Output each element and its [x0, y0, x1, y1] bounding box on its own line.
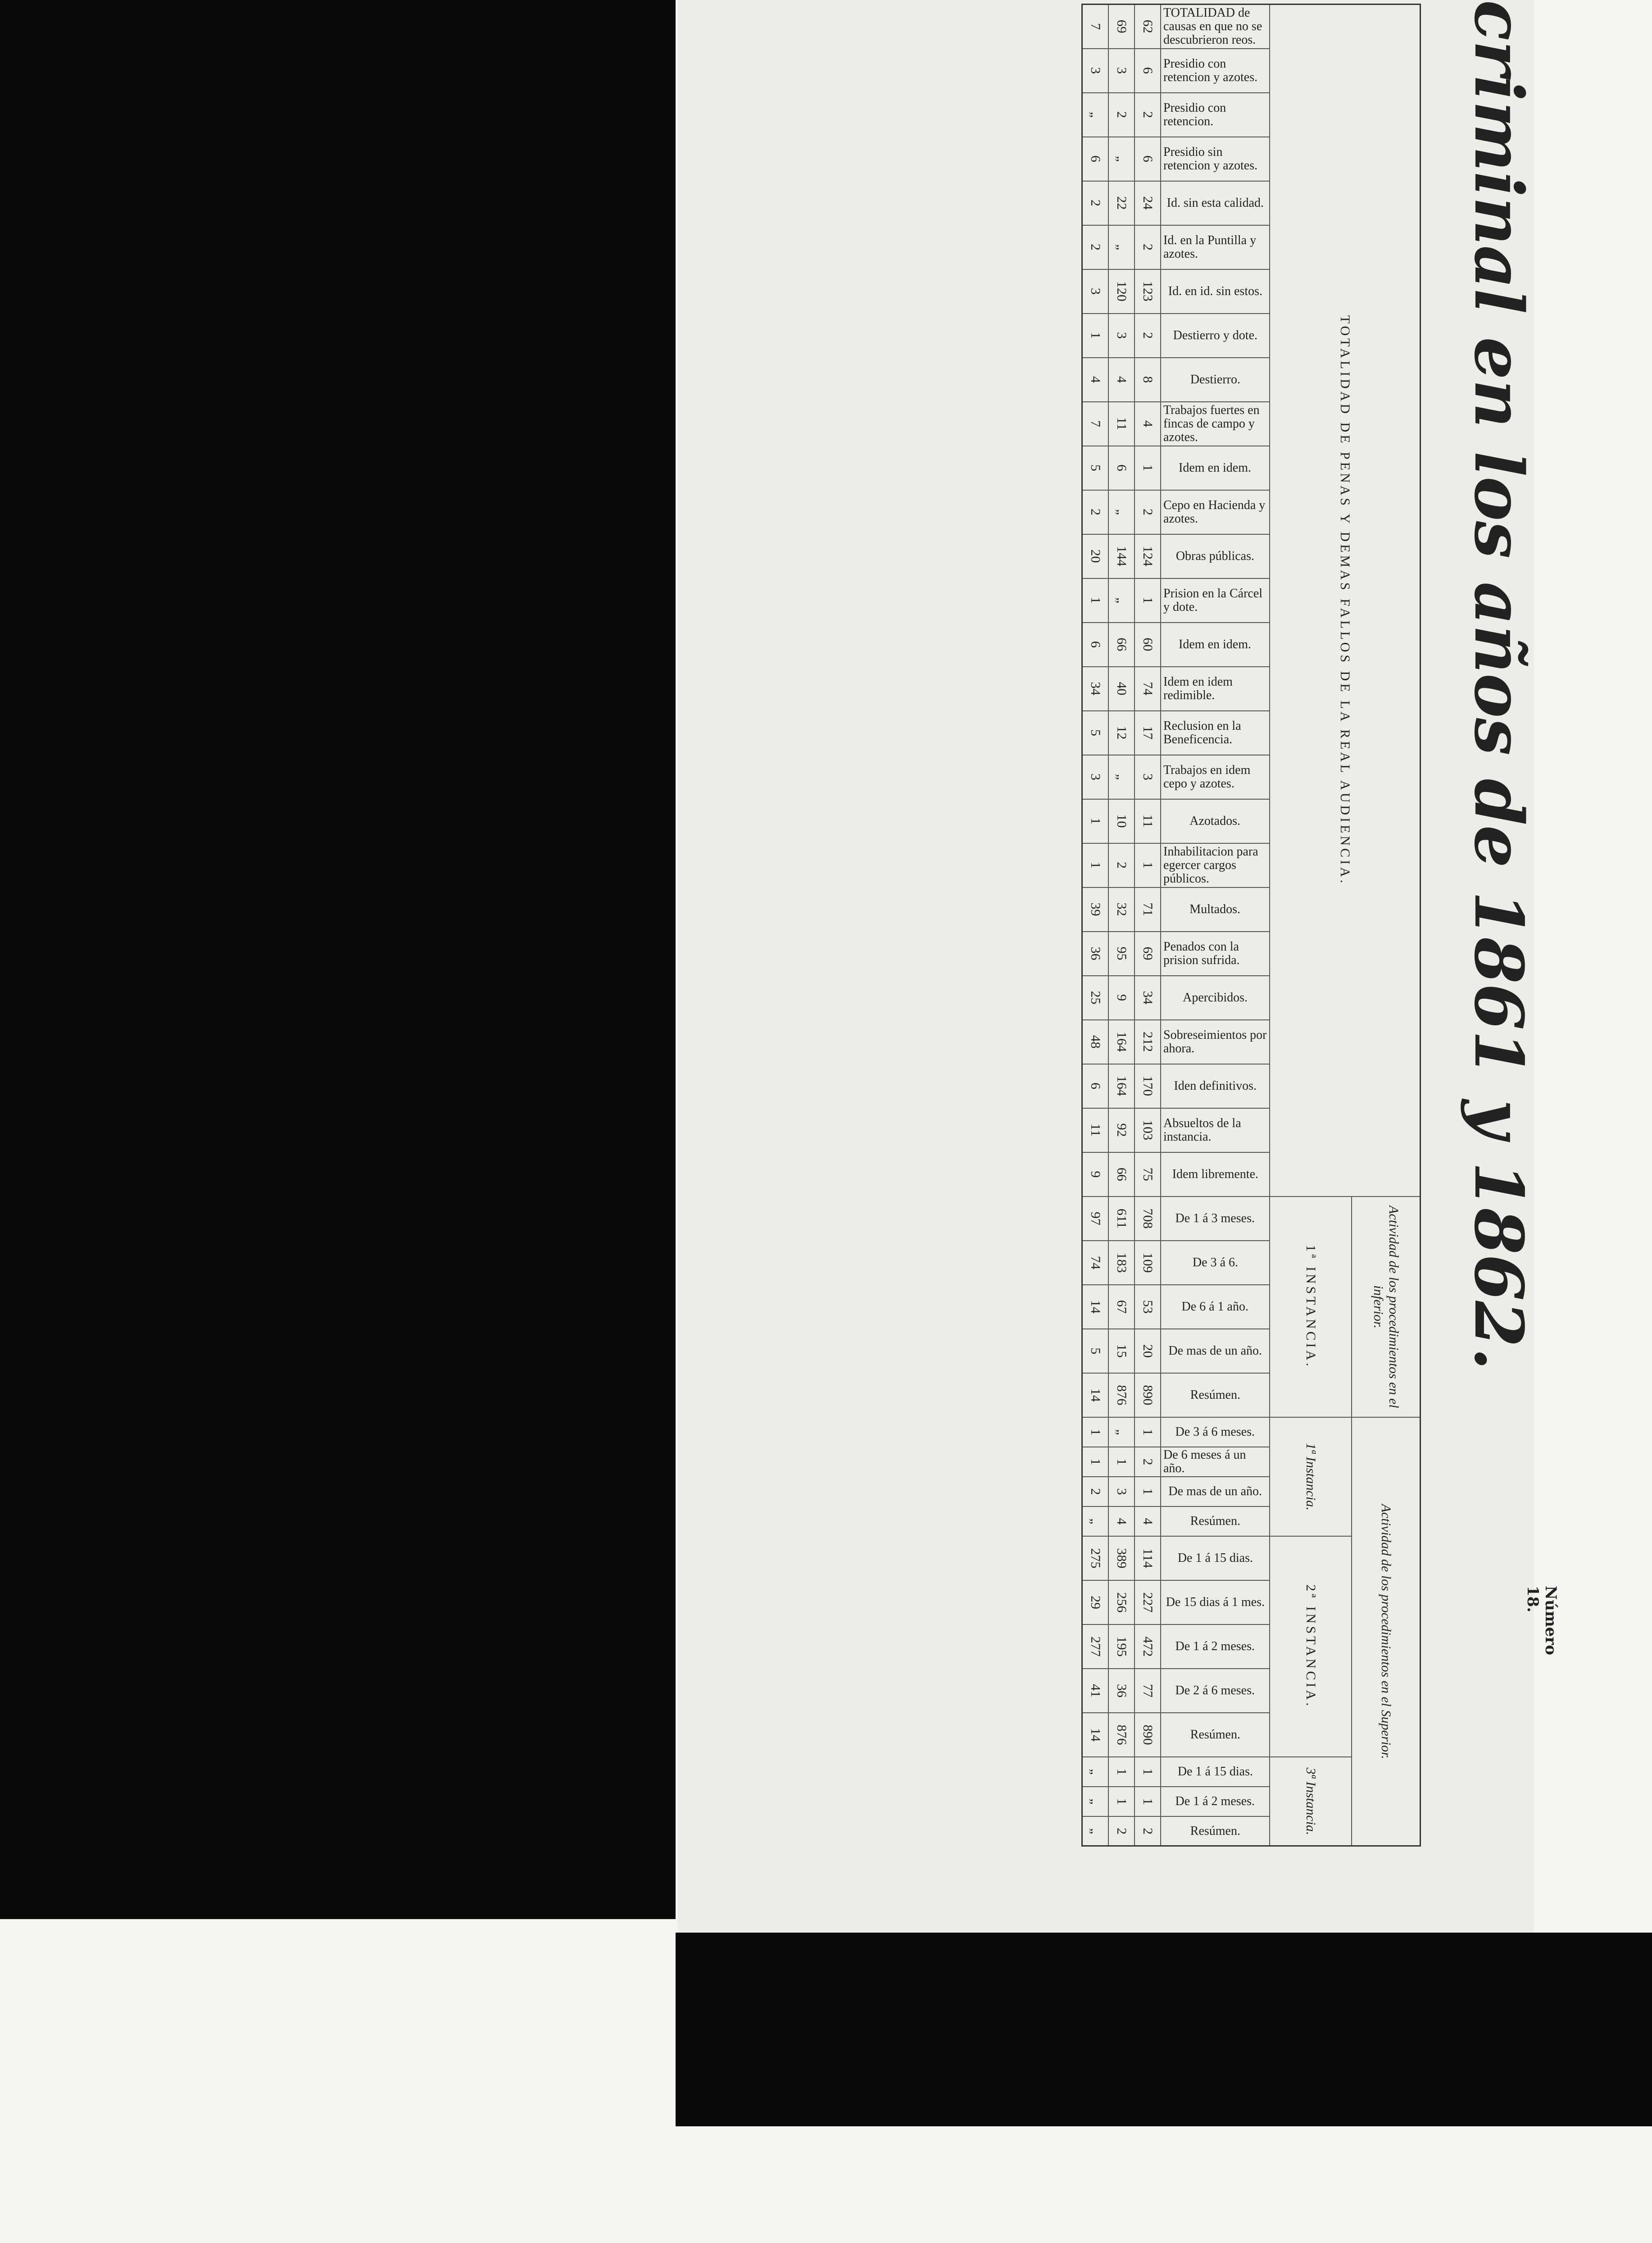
header-tercera-instancia: 3ª Instancia. — [1270, 1757, 1352, 1846]
value-cell: 389 — [1108, 1536, 1135, 1580]
value-cell: 6 — [1108, 446, 1135, 490]
value-cell: „ — [1082, 1757, 1109, 1787]
value-cell: 103 — [1135, 1108, 1161, 1152]
value-cell: „ — [1108, 1417, 1135, 1447]
value-cell: 227 — [1135, 1580, 1161, 1624]
value-cell: 53 — [1135, 1285, 1161, 1329]
value-cell: 4 — [1108, 1506, 1135, 1536]
value-cell: 77 — [1135, 1669, 1161, 1713]
value-cell: 5 — [1082, 446, 1109, 490]
value-cell: 11 — [1135, 799, 1161, 843]
column-label — [1161, 755, 1270, 799]
column-label — [1161, 225, 1270, 269]
value-cell: 14 — [1082, 1285, 1109, 1329]
column-label-text: Idem libremente. — [1172, 1167, 1258, 1181]
column-label-text: De 15 dias á 1 mes. — [1166, 1595, 1265, 1609]
value-cell: 114 — [1135, 1536, 1161, 1580]
column-label — [1161, 1757, 1270, 1787]
value-cell: 2 — [1082, 225, 1109, 269]
value-cell: 69 — [1135, 932, 1161, 976]
value-cell: 1 — [1108, 1787, 1135, 1816]
column-label-text: Trabajos fuertes en fincas de campo y azotes. — [1163, 403, 1260, 444]
column-label-text: Iden definitivos. — [1174, 1078, 1257, 1093]
column-label-text: Multados. — [1189, 902, 1241, 916]
value-cell: 5 — [1082, 1329, 1109, 1373]
column-label-text: Cepo en Hacienda y azotes. — [1163, 498, 1266, 526]
value-cell: 10 — [1108, 799, 1135, 843]
scan-background-left — [0, 0, 676, 1919]
value-cell: 3 — [1082, 755, 1109, 799]
value-cell: 75 — [1135, 1152, 1161, 1197]
value-cell: „ — [1108, 578, 1135, 623]
value-cell: 7 — [1082, 5, 1109, 49]
value-cell: 256 — [1108, 1580, 1135, 1624]
value-cell: 212 — [1135, 1020, 1161, 1064]
value-cell: 1 — [1135, 1757, 1161, 1787]
value-cell: 144 — [1108, 534, 1135, 578]
column-label — [1161, 1580, 1270, 1624]
column-label-text: De 3 á 6. — [1192, 1255, 1238, 1269]
value-cell: 2 — [1135, 314, 1161, 358]
column-label-text: Idem en idem. — [1179, 460, 1252, 475]
value-cell: 3 — [1108, 314, 1135, 358]
value-cell: 3 — [1082, 49, 1109, 93]
column-label-text: De 6 meses á un año. — [1163, 1447, 1246, 1475]
value-cell: 3 — [1108, 49, 1135, 93]
value-cell: 2 — [1135, 1447, 1161, 1477]
column-label-text: Apercibidos. — [1183, 990, 1248, 1005]
value-cell: 2 — [1135, 1816, 1161, 1846]
value-cell: 20 — [1082, 534, 1109, 578]
value-cell: 1 — [1135, 1787, 1161, 1816]
value-cell: 69 — [1108, 5, 1135, 49]
value-cell: 611 — [1108, 1197, 1135, 1241]
header-actividad-superior: Actividad de los procedimientos en el Superior. — [1352, 1417, 1421, 1846]
column-label-text: Resúmen. — [1190, 1514, 1240, 1528]
value-cell: 2 — [1082, 1477, 1109, 1506]
column-label — [1161, 358, 1270, 402]
value-cell: 22 — [1108, 181, 1135, 225]
value-cell: 2 — [1135, 490, 1161, 534]
column-label — [1161, 1064, 1270, 1108]
value-cell: 1 — [1082, 1417, 1109, 1447]
value-cell: 95 — [1108, 932, 1135, 976]
value-cell: 1 — [1135, 446, 1161, 490]
value-cell: 32 — [1108, 887, 1135, 932]
column-label — [1161, 887, 1270, 932]
column-label-text: De 3 á 6 meses. — [1175, 1424, 1255, 1439]
value-cell: 66 — [1108, 623, 1135, 667]
column-label-text: Id. en la Puntilla y azotes. — [1163, 233, 1257, 261]
value-cell: 40 — [1108, 667, 1135, 711]
column-label — [1161, 1108, 1270, 1152]
value-cell: „ — [1108, 755, 1135, 799]
column-label — [1161, 1373, 1270, 1417]
value-cell: 275 — [1082, 1536, 1109, 1580]
column-label — [1161, 93, 1270, 137]
column-label — [1161, 1713, 1270, 1757]
header-totalidad-penas: TOTALIDAD DE PENAS Y DEMAS FALLOS DE LA REAL AUDIENCIA. — [1270, 5, 1421, 1197]
column-label — [1161, 5, 1270, 49]
column-label — [1161, 314, 1270, 358]
column-label-text: Prision en la Cárcel y dote. — [1163, 586, 1263, 614]
value-cell: 472 — [1135, 1624, 1161, 1669]
column-label — [1161, 1285, 1270, 1329]
column-label-text: Id. en id. sin estos. — [1168, 284, 1262, 298]
value-cell: 12 — [1108, 711, 1135, 755]
value-cell: 15 — [1108, 1329, 1135, 1373]
column-label-text: Sobreseimientos por ahora. — [1163, 1028, 1267, 1056]
column-label-text: De 1 á 15 dias. — [1177, 1551, 1253, 1565]
column-label — [1161, 1787, 1270, 1816]
value-cell: 71 — [1135, 887, 1161, 932]
value-cell: 1 — [1082, 578, 1109, 623]
value-cell: 34 — [1135, 976, 1161, 1020]
value-cell: „ — [1108, 137, 1135, 181]
value-cell: 17 — [1135, 711, 1161, 755]
column-label — [1161, 711, 1270, 755]
value-cell: 4 — [1135, 1506, 1161, 1536]
column-label-text: Presidio con retencion. — [1163, 100, 1226, 128]
value-cell: 67 — [1108, 1285, 1135, 1329]
value-cell: 66 — [1108, 1152, 1135, 1197]
value-cell: 2 — [1135, 93, 1161, 137]
column-label-text: De 1 á 2 meses. — [1175, 1794, 1255, 1808]
value-cell: 39 — [1082, 887, 1109, 932]
column-label-text: De mas de un año. — [1168, 1343, 1262, 1358]
column-label-text: De 6 á 1 año. — [1181, 1299, 1249, 1314]
value-cell: „ — [1082, 1816, 1109, 1846]
value-cell: 6 — [1082, 1064, 1109, 1108]
column-label-text: Resúmen. — [1190, 1727, 1240, 1742]
column-label-text: Obras públicas. — [1175, 549, 1255, 563]
column-label-text: Destierro y dote. — [1173, 328, 1257, 342]
column-label — [1161, 181, 1270, 225]
value-cell: 1 — [1082, 1447, 1109, 1477]
column-label — [1161, 402, 1270, 446]
column-label-text: Absueltos de la instancia. — [1163, 1116, 1241, 1144]
value-cell: 183 — [1108, 1241, 1135, 1285]
value-cell: 1 — [1108, 1757, 1135, 1787]
column-label — [1161, 799, 1270, 843]
value-cell: 1 — [1082, 799, 1109, 843]
column-label — [1161, 623, 1270, 667]
column-label — [1161, 269, 1270, 314]
column-label — [1161, 49, 1270, 93]
column-label — [1161, 667, 1270, 711]
column-label — [1161, 1477, 1270, 1506]
value-cell: 123 — [1135, 269, 1161, 314]
value-cell: 14 — [1082, 1713, 1109, 1757]
column-label-text: De 1 á 15 dias. — [1177, 1764, 1253, 1779]
values-row-1861 — [1135, 5, 1161, 1846]
value-cell: 7 — [1082, 402, 1109, 446]
column-label-text: Resúmen. — [1190, 1824, 1240, 1838]
column-label — [1161, 578, 1270, 623]
value-cell: 6 — [1082, 623, 1109, 667]
column-label-text: Idem en idem redimible. — [1163, 674, 1233, 702]
value-cell: 8 — [1135, 358, 1161, 402]
header-segunda-instancia: 2ª INSTANCIA. — [1270, 1536, 1352, 1757]
column-label — [1161, 976, 1270, 1020]
column-label — [1161, 137, 1270, 181]
value-cell: 34 — [1082, 667, 1109, 711]
column-label-row — [1161, 5, 1270, 1846]
values-row-1862 — [1108, 5, 1135, 1846]
column-label — [1161, 1241, 1270, 1285]
value-cell: 97 — [1082, 1197, 1109, 1241]
page-title: criminal en los años de 1861 y 1862. — [1460, 0, 1538, 1371]
column-label — [1161, 1447, 1270, 1477]
statistics-table — [1081, 4, 1421, 1847]
column-label — [1161, 1669, 1270, 1713]
scan-background-bottom — [676, 1933, 1652, 2126]
value-cell: 6 — [1135, 49, 1161, 93]
value-cell: 29 — [1082, 1580, 1109, 1624]
value-cell: 9 — [1108, 976, 1135, 1020]
value-cell: 25 — [1082, 976, 1109, 1020]
header-primera-instancia-superior: 1ª Instancia. — [1270, 1417, 1352, 1536]
value-cell: „ — [1082, 1506, 1109, 1536]
value-cell: 3 — [1108, 1477, 1135, 1506]
value-cell: 708 — [1135, 1197, 1161, 1241]
value-cell: 4 — [1135, 402, 1161, 446]
value-cell: 62 — [1135, 5, 1161, 49]
value-cell: 6 — [1135, 137, 1161, 181]
column-label-text: Azotados. — [1189, 814, 1241, 828]
header-primera-instancia: 1ª INSTANCIA. — [1270, 1197, 1352, 1417]
column-label — [1161, 446, 1270, 490]
value-cell: 48 — [1082, 1020, 1109, 1064]
column-label-text: Presidio sin retencion y azotes. — [1163, 145, 1258, 173]
column-label — [1161, 1020, 1270, 1064]
value-cell: 4 — [1108, 358, 1135, 402]
column-label — [1161, 1329, 1270, 1373]
value-cell: 1 — [1135, 843, 1161, 887]
column-label-text: De 1 á 3 meses. — [1175, 1211, 1255, 1225]
value-cell: 890 — [1135, 1373, 1161, 1417]
column-label-text: De mas de un año. — [1168, 1484, 1262, 1498]
column-label-text: Id. sin esta calidad. — [1166, 196, 1264, 210]
rotated-content — [678, 0, 1560, 1933]
column-label-text: Penados con la prision sufrida. — [1163, 939, 1240, 967]
value-cell: 124 — [1135, 534, 1161, 578]
column-label-text: Reclusion en la Beneficencia. — [1163, 719, 1241, 746]
column-label-text: De 1 á 2 meses. — [1175, 1639, 1255, 1653]
column-label — [1161, 490, 1270, 534]
value-cell: 1 — [1108, 1447, 1135, 1477]
value-cell: „ — [1108, 225, 1135, 269]
value-cell: 36 — [1108, 1669, 1135, 1713]
value-cell: 24 — [1135, 181, 1161, 225]
column-label-text: Resúmen. — [1190, 1388, 1240, 1402]
values-row-difference — [1082, 5, 1109, 1846]
value-cell: 3 — [1135, 755, 1161, 799]
value-cell: 41 — [1082, 1669, 1109, 1713]
value-cell: „ — [1108, 490, 1135, 534]
column-label-text: Inhabilitacion para egercer cargos públicos. — [1163, 844, 1258, 886]
column-label — [1161, 1624, 1270, 1669]
value-cell: 9 — [1082, 1152, 1109, 1197]
column-label — [1161, 1152, 1270, 1197]
value-cell: 1 — [1082, 843, 1109, 887]
value-cell: 2 — [1082, 490, 1109, 534]
column-label — [1161, 1816, 1270, 1846]
column-label-text: Idem en idem. — [1179, 637, 1252, 651]
value-cell: 2 — [1082, 181, 1109, 225]
column-label-text: Trabajos en idem cepo y azotes. — [1163, 763, 1251, 791]
value-cell: 195 — [1108, 1624, 1135, 1669]
document-page — [678, 0, 1560, 1933]
value-cell: 2 — [1108, 1816, 1135, 1846]
value-cell: 92 — [1108, 1108, 1135, 1152]
value-cell: 36 — [1082, 932, 1109, 976]
column-label — [1161, 1417, 1270, 1447]
value-cell: 6 — [1082, 137, 1109, 181]
value-cell: „ — [1082, 93, 1109, 137]
column-label — [1161, 843, 1270, 887]
header-row-activity — [1352, 5, 1421, 1846]
value-cell: 170 — [1135, 1064, 1161, 1108]
column-label — [1161, 1197, 1270, 1241]
column-label-text: Destierro. — [1190, 372, 1240, 387]
value-cell: 120 — [1108, 269, 1135, 314]
value-cell: 1 — [1082, 314, 1109, 358]
value-cell: 109 — [1135, 1241, 1161, 1285]
value-cell: 20 — [1135, 1329, 1161, 1373]
value-cell: 11 — [1108, 402, 1135, 446]
value-cell: 164 — [1108, 1020, 1135, 1064]
value-cell: 876 — [1108, 1713, 1135, 1757]
header-actividad-inferior: Actividad de los procedimientos en el inferior. — [1352, 1197, 1421, 1417]
value-cell: 1 — [1135, 1417, 1161, 1447]
column-label-text: TOTALIDAD de causas en que no se descubrieron reos. — [1163, 5, 1262, 47]
value-cell: 14 — [1082, 1373, 1109, 1417]
page-number: Número 18. — [1524, 1586, 1560, 1655]
value-cell: 3 — [1082, 269, 1109, 314]
value-cell: 876 — [1108, 1373, 1135, 1417]
value-cell: 2 — [1135, 225, 1161, 269]
value-cell: 1 — [1135, 578, 1161, 623]
value-cell: 74 — [1082, 1241, 1109, 1285]
value-cell: 164 — [1108, 1064, 1135, 1108]
value-cell: „ — [1082, 1787, 1109, 1816]
value-cell: 890 — [1135, 1713, 1161, 1757]
value-cell: 2 — [1108, 843, 1135, 887]
value-cell: 60 — [1135, 623, 1161, 667]
value-cell: 1 — [1135, 1477, 1161, 1506]
column-label — [1161, 1536, 1270, 1580]
value-cell: 74 — [1135, 667, 1161, 711]
column-label — [1161, 1506, 1270, 1536]
column-label — [1161, 534, 1270, 578]
column-label-text: Presidio con retencion y azotes. — [1163, 56, 1258, 84]
value-cell: 11 — [1082, 1108, 1109, 1152]
value-cell: 5 — [1082, 711, 1109, 755]
column-label — [1161, 932, 1270, 976]
column-label-text: De 2 á 6 meses. — [1175, 1683, 1255, 1697]
value-cell: 2 — [1108, 93, 1135, 137]
value-cell: 277 — [1082, 1624, 1109, 1669]
value-cell: 4 — [1082, 358, 1109, 402]
